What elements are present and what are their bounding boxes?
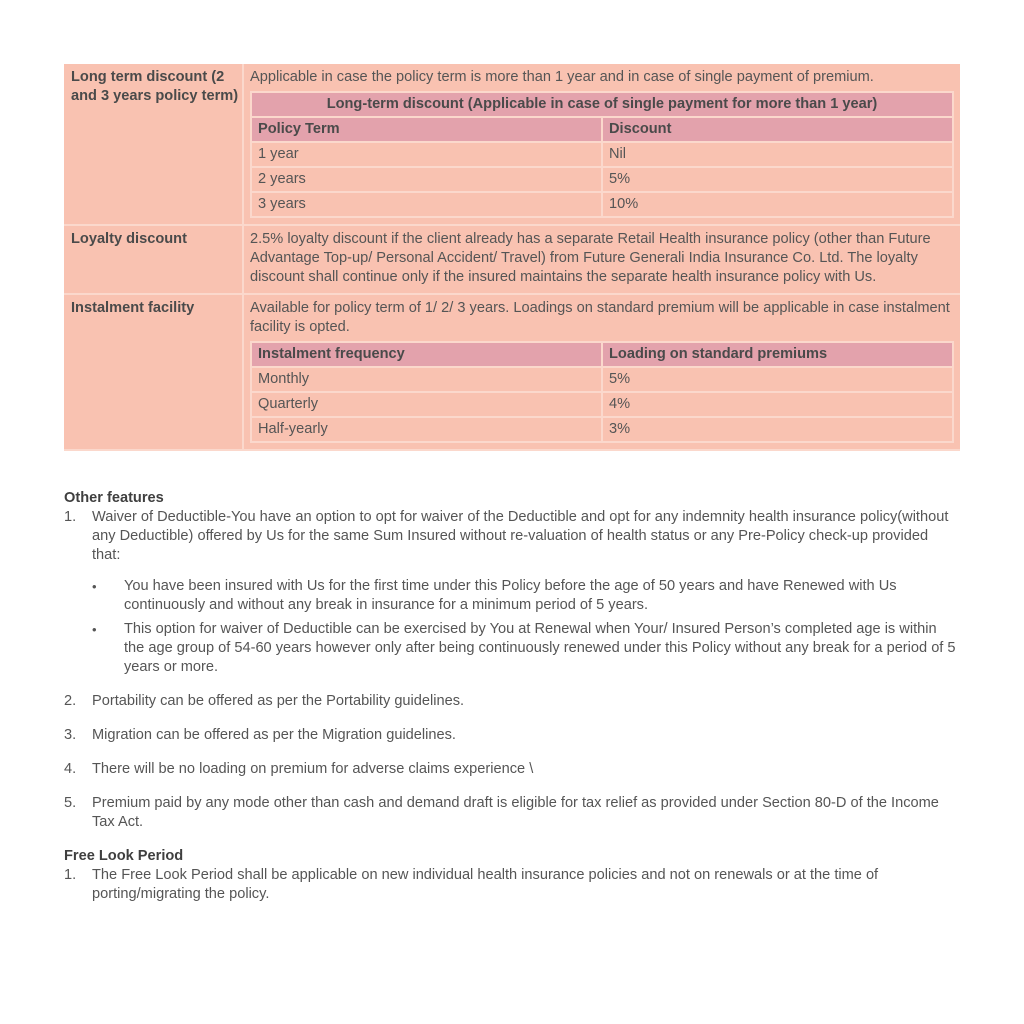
sub-table-row	[252, 368, 952, 391]
section-heading-free-look: Free Look Period	[64, 848, 184, 864]
item-number: 1.	[64, 867, 77, 883]
item-text: Waiver of Deductible-You have an option to opt for waiver of the Deductible and opt for any indemnity health insurance policy(without any Deductible) offered by Us for the same Sum Insured without re-valuation of health status or any Pre-Policy check-up provided that:	[92, 509, 949, 563]
list-item	[64, 794, 960, 832]
row-content	[244, 226, 960, 293]
table-row-long-term-discount	[64, 64, 960, 224]
loyalty-text: 2.5% loyalty discount if the client already has a separate Retail Health insurance policy (other than Future Advantage Top-up/ Personal Accident/ Travel) from Future Generali India Insurance Co. Ltd. The loyalty discount shall continue only if the insured maintains the separate health insurance policy with Us.	[250, 231, 931, 285]
bullet-list	[92, 577, 960, 677]
sub-table-title: Long-term discount (Applicable in case of single payment for more than 1 year)	[252, 93, 952, 116]
table-cell: Nil	[603, 143, 952, 166]
header-cell: Policy Term	[252, 118, 601, 141]
long-term-discount-table	[250, 91, 954, 218]
bullet-item	[92, 620, 960, 677]
table-cell: Half-yearly	[252, 418, 601, 441]
row-label: Loyalty discount	[64, 226, 244, 293]
sub-table-header	[252, 343, 952, 366]
long-term-intro: Applicable in case the policy term is more than 1 year and in case of single payment of premium.	[250, 69, 874, 85]
table-row-loyalty-discount	[64, 224, 960, 293]
header-cell: Loading on standard premiums	[603, 343, 952, 366]
sub-table-row	[252, 143, 952, 166]
row-label: Instalment facility	[64, 295, 244, 449]
bullet-text: This option for waiver of Deductible can be exercised by You at Renewal when Your/ Insured Person’s completed age is within the age group of 54-60 years however only after being continuously renewed under this Policy without any break for a period of 5 years or more.	[124, 621, 956, 675]
item-text: Premium paid by any mode other than cash and demand draft is eligible for tax relief as provided under Section 80-D of the Income Tax Act.	[92, 795, 939, 830]
table-cell: Quarterly	[252, 393, 601, 416]
item-text: Portability can be offered as per the Portability guidelines.	[92, 693, 465, 709]
list-item	[64, 760, 960, 779]
item-text: There will be no loading on premium for adverse claims experience \	[92, 761, 534, 777]
table-cell: Monthly	[252, 368, 601, 391]
instalment-intro: Available for policy term of 1/ 2/ 3 years. Loadings on standard premium will be applicable in case instalment facility is opted.	[250, 300, 950, 335]
item-number: 2.	[64, 693, 77, 709]
header-cell: Instalment frequency	[252, 343, 601, 366]
table-cell: 3 years	[252, 193, 601, 216]
sub-table-row	[252, 393, 952, 416]
table-cell: 5%	[603, 168, 952, 191]
bullet-text: You have been insured with Us for the first time under this Policy before the age of 50 years and have Renewed with Us continuously and without any break in insurance for a minimum period of 5 years.	[124, 578, 897, 613]
section-heading-other-features: Other features	[64, 490, 164, 506]
table-cell: 10%	[603, 193, 952, 216]
item-number: 4.	[64, 761, 77, 777]
row-label: Long term discount (2 and 3 years policy term)	[64, 64, 244, 224]
item-number: 3.	[64, 727, 77, 743]
bullet-icon: •	[92, 622, 97, 637]
sub-table-row	[252, 418, 952, 441]
features-table	[64, 64, 960, 451]
bullet-icon: •	[92, 579, 97, 594]
table-row-instalment-facility	[64, 293, 960, 449]
table-cell: 1 year	[252, 143, 601, 166]
list-item	[64, 692, 960, 711]
table-cell: 4%	[603, 393, 952, 416]
sub-table-header	[252, 118, 952, 141]
table-cell: 3%	[603, 418, 952, 441]
sub-table-row	[252, 193, 952, 216]
item-text: Migration can be offered as per the Migration guidelines.	[92, 727, 456, 743]
header-cell: Discount	[603, 118, 952, 141]
row-content	[244, 64, 960, 224]
item-number: 5.	[64, 795, 77, 811]
row-content	[244, 295, 960, 449]
document-page	[64, 64, 960, 919]
sub-table-row	[252, 168, 952, 191]
instalment-loading-table	[250, 341, 954, 443]
list-item	[64, 508, 960, 565]
item-text: The Free Look Period shall be applicable on new individual health insurance policies and not on renewals or at the time of porting/migrating the policy.	[92, 867, 879, 902]
item-number: 1.	[64, 509, 77, 525]
table-cell: 5%	[603, 368, 952, 391]
list-item	[64, 866, 960, 904]
bullet-item	[92, 577, 960, 615]
table-cell: 2 years	[252, 168, 601, 191]
list-item	[64, 726, 960, 745]
